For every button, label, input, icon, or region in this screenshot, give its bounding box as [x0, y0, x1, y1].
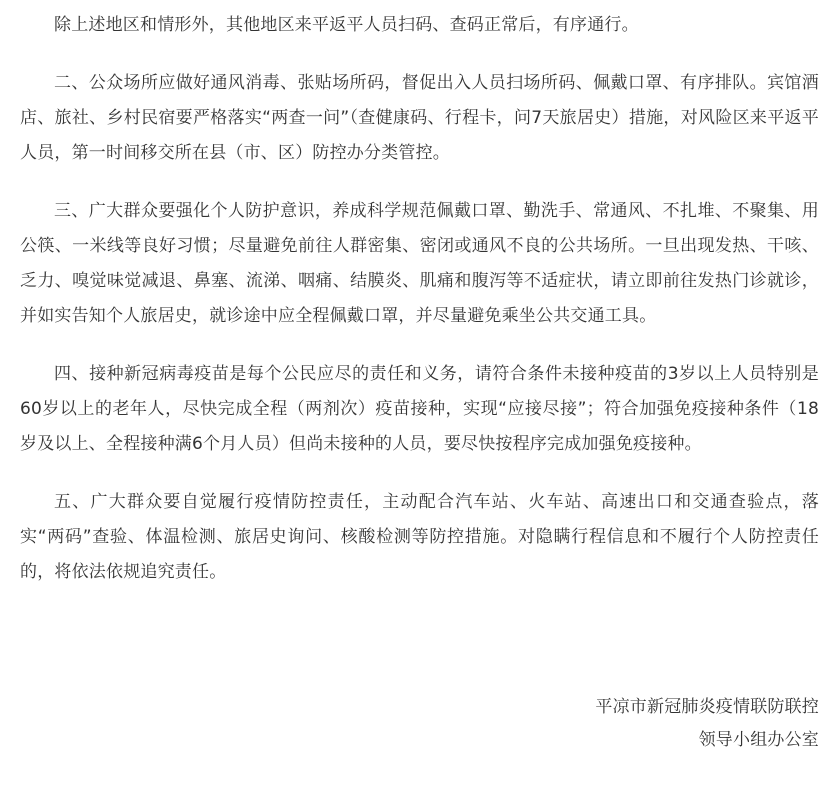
signature-organization: 平凉市新冠肺炎疫情联防联控	[595, 697, 819, 717]
paragraph-section-5: 五、广大群众要自觉履行疫情防控责任，主动配合汽车站、火车站、高速出口和交通查验点，落实“两码”查验、体温检测、旅居史询问、核酸检测等防控措施。对隐瞒行程信息和不履行个人防控责任的，将依法依规追究责任。	[20, 492, 819, 582]
paragraph-section-4: 四、接种新冠病毒疫苗是每个公民应尽的责任和义务，请符合条件未接种疫苗的3岁以上人员特别是60岁以上的老年人，尽快完成全程（两剂次）疫苗接种，实现“应接尽接”；符合加强免疫接种条件（18岁及以上、全程接种满6个月人员）但尚未接种的人员，要尽快按程序完成加强免疫接种。	[20, 364, 819, 454]
paragraph-section-3: 三、广大群众要强化个人防护意识，养成科学规范佩戴口罩、勤洗手、常通风、不扎堆、不聚集、用公筷、一米线等良好习惯；尽量避免前往人群密集、密闭或通风不良的公共场所。一旦出现发热、干咳、乏力、嗅觉味觉减退、鼻塞、流涕、咽痛、结膜炎、肌痛和腹泻等不适症状，请立即前往发热门诊就诊，并如实告知个人旅居史，就诊途中应全程佩戴口罩，并尽量避免乘坐公共交通工具。	[20, 201, 819, 326]
paragraph-intro: 除上述地区和情形外，其他地区来平返平人员扫码、查码正常后，有序通行。	[54, 15, 639, 35]
signature-block	[595, 691, 819, 757]
paragraph-section-2: 二、公众场所应做好通风消毒、张贴场所码，督促出入人员扫场所码、佩戴口罩、有序排队。宾馆酒店、旅社、乡村民宿要严格落实“两查一问”（查健康码、行程卡，问7天旅居史）措施，对风险区来平返平人员，第一时间移交所在县（市、区）防控办分类管控。	[20, 73, 819, 163]
signature-office: 领导小组办公室	[698, 730, 819, 750]
